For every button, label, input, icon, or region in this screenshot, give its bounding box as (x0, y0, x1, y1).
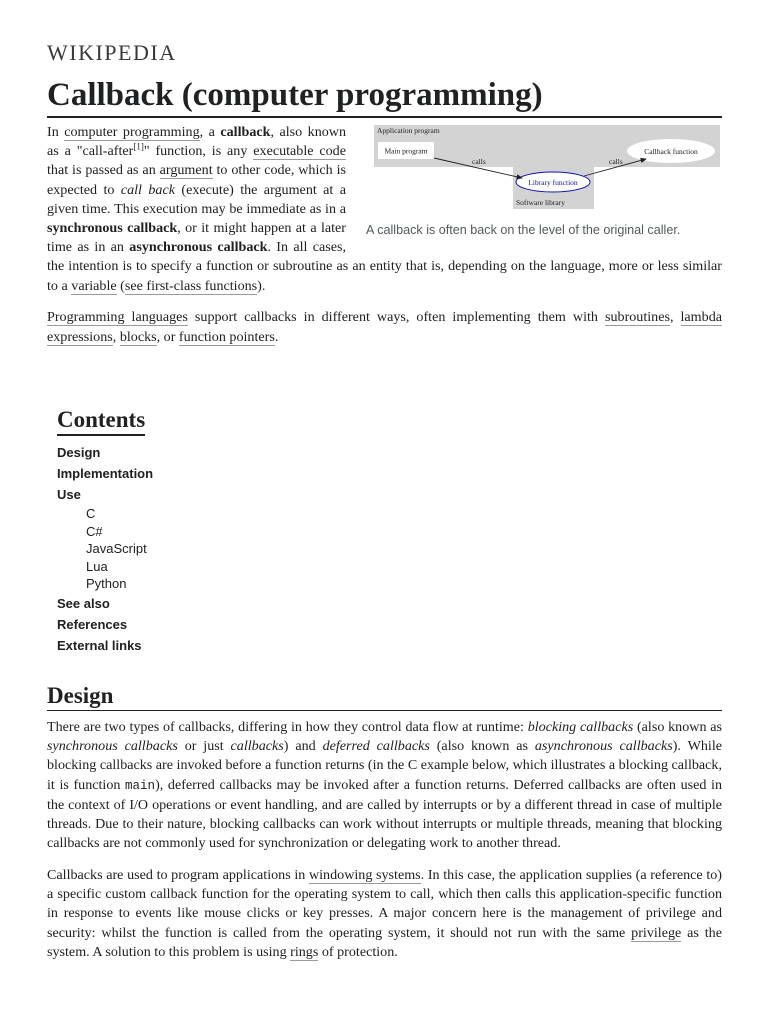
term-asynchronous-callbacks: asynchronous callbacks (534, 738, 673, 755)
page-title: Callback (computer programming) (47, 74, 722, 118)
link-windowing-systems[interactable]: windowing systems (308, 867, 421, 884)
toc-list (57, 442, 357, 656)
term-callbacks: callbacks (230, 738, 284, 755)
toc-item-use-label[interactable]: Use (57, 487, 81, 502)
toc-item-references[interactable]: References (57, 616, 128, 632)
citation-1[interactable]: [1] (133, 141, 144, 152)
text-run: ) and (283, 738, 323, 755)
link-programming-languages[interactable]: Programming languages (47, 309, 188, 326)
toc-subitem-lua[interactable]: Lua (86, 558, 108, 574)
text-run: support callbacks in different ways, often implementing them with (187, 309, 605, 326)
figure-caption: A callback is often back on the level of the original caller. (366, 223, 681, 238)
link-subroutines[interactable]: subroutines (604, 309, 670, 326)
text-run: , (669, 309, 681, 326)
term-call-back: call back (120, 181, 175, 198)
link-first-class-functions[interactable]: see first-class functions (124, 277, 258, 294)
callback-function-label: Callback function (644, 147, 698, 156)
callback-diagram-container (366, 125, 732, 217)
text-run: , (112, 328, 120, 345)
intro-section (47, 123, 722, 359)
term-blocking-callbacks: blocking callbacks (527, 719, 634, 735)
text-run: . In this case, the application supplies (a reference to) a specific custom callback function for the operating system to call, which then calls this application-specific function in response to events like mouse clicks or key presses. A major concern here is the management of privilege and security: whilst the function is called from the operating system, it should not run with the same (47, 867, 722, 941)
text-run: (execute) the argument at a given time. This execution may be immediate as in a (47, 181, 346, 217)
software-library-label: Software library (516, 198, 565, 207)
design-paragraph-1 (47, 718, 722, 853)
toc-title: Contents (57, 405, 145, 436)
toc-subitem-javascript[interactable]: JavaScript (86, 541, 147, 557)
design-paragraph-2 (47, 866, 722, 962)
toc-use-sublist (57, 505, 357, 593)
text-run: to other code, which is expected to (47, 162, 346, 198)
calls-label-1: calls (472, 157, 486, 166)
link-lambda-expressions[interactable]: lambda expressions (47, 309, 722, 345)
term-deferred-callbacks: deferred callbacks (322, 738, 430, 755)
toc-item-design[interactable]: Design (57, 445, 101, 460)
text-run: , also known as a "call-after (47, 124, 347, 160)
toc-item-implementation[interactable]: Implementation (57, 466, 154, 481)
term-asynchronous-callback: asynchronous callback (129, 239, 268, 256)
toc-subitem-csharp[interactable]: C# (86, 523, 103, 539)
application-program-label: Application program (377, 126, 440, 135)
text-run: , a (199, 124, 221, 140)
link-blocks[interactable]: blocks (119, 328, 157, 345)
table-of-contents (57, 405, 357, 656)
link-privilege[interactable]: privilege (631, 924, 682, 941)
toc-item-use (57, 484, 357, 593)
intro-paragraph-2 (47, 308, 722, 346)
term-callback: callback (220, 124, 271, 140)
link-function-pointers[interactable]: function pointers (178, 328, 275, 345)
toc-subitem-c[interactable]: C (86, 506, 96, 521)
text-run: ). While blocking callbacks are invoked before a function returns (in the C example below, which illustrates a blocking callback, it is function (47, 738, 722, 793)
toc-item-see-also[interactable]: See also (57, 595, 110, 611)
text-run: . (274, 328, 279, 345)
calls-label-2: calls (609, 157, 623, 166)
link-executable-code[interactable]: executable code (253, 143, 346, 160)
link-computer-programming[interactable]: computer programming (64, 124, 200, 140)
text-run: (also known as (429, 738, 535, 755)
link-argument[interactable]: argument (159, 162, 213, 179)
text-run: as the system. A solution to this problem is using (47, 924, 722, 960)
toc-subitem-python[interactable]: Python (86, 576, 127, 592)
text-run: Callbacks are used to program applications in (47, 867, 309, 884)
link-variable[interactable]: variable (71, 277, 117, 294)
callback-figure (366, 125, 732, 238)
text-run: In (47, 124, 65, 140)
term-synchronous-callback: synchronous callback (47, 220, 178, 237)
text-run: . In all cases, the intention is to specify a function or subroutine as an entity that is, depending on the language, more or less similar to a (47, 239, 722, 294)
text-run: (also known as (633, 719, 722, 735)
main-program-label: Main program (384, 146, 428, 156)
text-run: or just (177, 738, 231, 755)
text-run: There are two types of callbacks, differing in how they control data flow at runtime: (47, 719, 528, 735)
text-run: ( (116, 277, 125, 294)
link-rings[interactable]: rings (290, 943, 319, 960)
design-section (47, 718, 722, 975)
text-run: , or it might happen at a later time as in an (47, 220, 347, 256)
wikipedia-wordmark[interactable]: WIKIPEDIA (47, 40, 177, 65)
text-run: ). (257, 277, 266, 294)
callback-diagram[interactable] (374, 125, 720, 211)
text-run: " function, is any (143, 143, 254, 160)
library-function-label: Library function (528, 178, 578, 187)
text-run: ), deferred callbacks may be invoked after a function returns. Deferred callbacks are often used in the context of I/O operations or event handling, and are called by interrupts or by a different thread in case of multiple threads. Due to their nature, blocking callbacks can work without interrupts or multiple threads, meaning that blocking callbacks are not commonly used for synchronization or delegating work to another thread. (47, 776, 722, 852)
text-run: , or (156, 328, 179, 345)
text-run: that is passed as an (47, 162, 160, 179)
section-heading-design: Design (47, 681, 722, 711)
code-main: main (125, 778, 156, 793)
text-run: of protection. (318, 943, 398, 960)
term-synchronous-callbacks: synchronous callbacks (47, 738, 178, 755)
toc-item-external-links[interactable]: External links (57, 637, 142, 653)
